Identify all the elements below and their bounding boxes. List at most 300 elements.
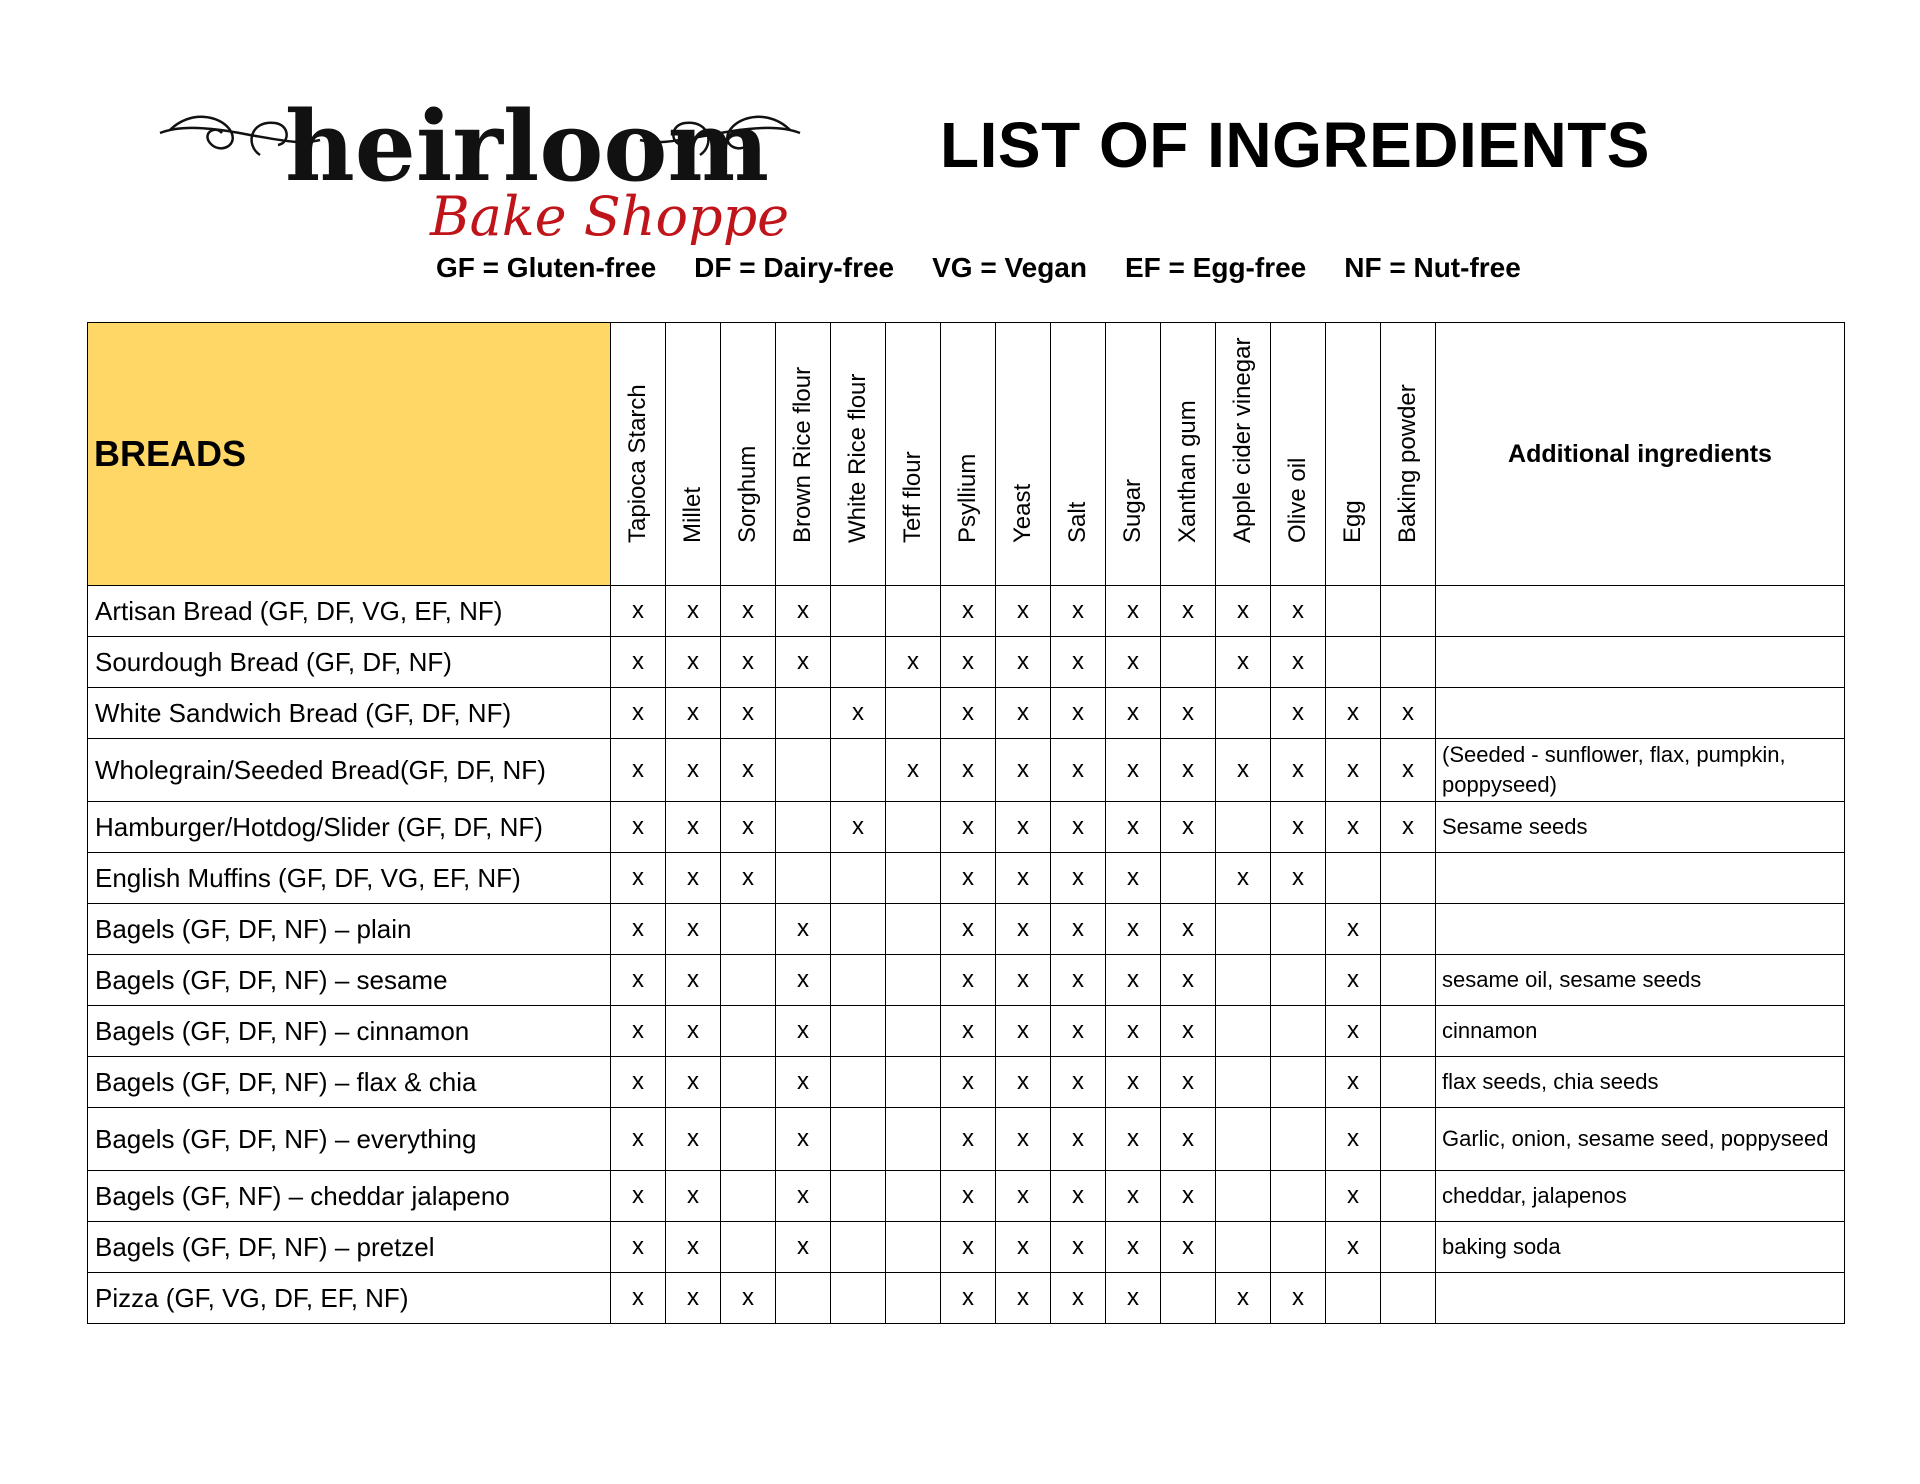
ingredient-cell: x xyxy=(1161,904,1216,955)
bakery-logo xyxy=(150,85,810,245)
ingredient-cell: x xyxy=(941,688,996,739)
ingredient-cell: x xyxy=(1106,637,1161,688)
ingredient-cell xyxy=(1161,1273,1216,1324)
ingredient-cell: x xyxy=(1106,1108,1161,1171)
ingredient-cell xyxy=(886,904,941,955)
ingredient-cell: x xyxy=(1216,739,1271,802)
ingredient-cell: x xyxy=(1051,739,1106,802)
ingredient-cell: x xyxy=(1051,802,1106,853)
ingredients-table-container xyxy=(87,322,1845,1324)
logo-brand-text: heirloom xyxy=(285,90,770,203)
ingredient-cell: x xyxy=(1326,1006,1381,1057)
product-name: Hamburger/Hotdog/Slider (GF, DF, NF) xyxy=(88,802,611,853)
ingredient-cell: x xyxy=(1216,637,1271,688)
ingredient-cell xyxy=(1271,1006,1326,1057)
product-name: Artisan Bread (GF, DF, VG, EF, NF) xyxy=(88,586,611,637)
ingredient-cell: x xyxy=(1051,586,1106,637)
ingredient-cell: x xyxy=(611,1171,666,1222)
ingredient-cell: x xyxy=(1051,1222,1106,1273)
additional-ingredients-cell: (Seeded - sunflower, flax, pumpkin, poppyseed) xyxy=(1436,739,1845,802)
ingredient-cell xyxy=(1271,1222,1326,1273)
ingredient-cell: x xyxy=(941,1057,996,1108)
ingredient-cell: x xyxy=(1216,586,1271,637)
legend-item: VG = Vegan xyxy=(932,252,1087,283)
ingredient-cell xyxy=(831,637,886,688)
ingredient-cell: x xyxy=(1051,1171,1106,1222)
ingredient-label: Teff flour xyxy=(899,451,926,543)
table-row xyxy=(88,586,1845,637)
ingredient-cell xyxy=(831,1057,886,1108)
ingredient-cell xyxy=(886,1108,941,1171)
ingredient-cell: x xyxy=(721,739,776,802)
table-row xyxy=(88,1171,1845,1222)
ingredient-cell xyxy=(831,1006,886,1057)
additional-ingredients-header: Additional ingredients xyxy=(1436,323,1845,586)
ingredient-cell xyxy=(831,904,886,955)
ingredient-cell: x xyxy=(1381,739,1436,802)
table-row xyxy=(88,1222,1845,1273)
ingredient-cell: x xyxy=(1271,1273,1326,1324)
table-header-row xyxy=(88,323,1845,586)
ingredient-cell: x xyxy=(1326,739,1381,802)
ingredient-cell: x xyxy=(1271,637,1326,688)
additional-ingredients-cell xyxy=(1436,1273,1845,1324)
table-body xyxy=(88,586,1845,1324)
ingredient-cell: x xyxy=(1271,739,1326,802)
ingredient-cell: x xyxy=(941,1171,996,1222)
table-row xyxy=(88,1006,1845,1057)
ingredient-cell: x xyxy=(1051,637,1106,688)
ingredient-cell: x xyxy=(886,637,941,688)
ingredient-cell: x xyxy=(776,1006,831,1057)
ingredient-cell: x xyxy=(1271,586,1326,637)
ingredient-cell: x xyxy=(1106,1273,1161,1324)
ingredient-cell: x xyxy=(1106,1222,1161,1273)
ingredient-cell: x xyxy=(666,802,721,853)
additional-ingredients-cell: Garlic, onion, sesame seed, poppyseed xyxy=(1436,1108,1845,1171)
ingredient-cell: x xyxy=(666,1108,721,1171)
ingredient-cell: x xyxy=(941,955,996,1006)
additional-ingredients-cell xyxy=(1436,586,1845,637)
product-name: Bagels (GF, DF, NF) – sesame xyxy=(88,955,611,1006)
ingredient-column-header xyxy=(1161,323,1216,586)
product-name: English Muffins (GF, DF, VG, EF, NF) xyxy=(88,853,611,904)
ingredient-cell: x xyxy=(776,1108,831,1171)
product-name: Sourdough Bread (GF, DF, NF) xyxy=(88,637,611,688)
ingredient-cell xyxy=(1381,1006,1436,1057)
ingredient-cell xyxy=(831,955,886,1006)
ingredient-cell xyxy=(1326,853,1381,904)
additional-ingredients-cell: cinnamon xyxy=(1436,1006,1845,1057)
ingredient-cell xyxy=(776,1273,831,1324)
ingredient-cell xyxy=(721,955,776,1006)
ingredient-cell: x xyxy=(611,802,666,853)
ingredient-cell: x xyxy=(1106,802,1161,853)
ingredient-cell: x xyxy=(1161,688,1216,739)
ingredient-cell: x xyxy=(1161,1057,1216,1108)
ingredient-column-header xyxy=(1051,323,1106,586)
ingredient-cell: x xyxy=(1161,1108,1216,1171)
ingredient-cell xyxy=(886,853,941,904)
ingredient-cell xyxy=(886,688,941,739)
ingredient-column-header xyxy=(941,323,996,586)
legend xyxy=(436,252,1521,284)
ingredient-cell: x xyxy=(941,1108,996,1171)
ingredient-cell: x xyxy=(1106,853,1161,904)
ingredient-label: Egg xyxy=(1339,500,1366,543)
ingredient-cell: x xyxy=(1326,688,1381,739)
table-row xyxy=(88,955,1845,1006)
ingredient-cell xyxy=(1381,1057,1436,1108)
ingredient-cell xyxy=(1381,955,1436,1006)
ingredient-cell: x xyxy=(611,904,666,955)
ingredient-cell: x xyxy=(611,955,666,1006)
ingredient-cell xyxy=(776,802,831,853)
ingredient-cell: x xyxy=(1051,688,1106,739)
ingredient-cell: x xyxy=(941,1006,996,1057)
ingredient-cell: x xyxy=(611,586,666,637)
ingredient-cell: x xyxy=(721,853,776,904)
product-name: Bagels (GF, DF, NF) – plain xyxy=(88,904,611,955)
ingredient-cell: x xyxy=(611,1222,666,1273)
ingredient-cell xyxy=(1271,1171,1326,1222)
ingredient-cell: x xyxy=(611,1273,666,1324)
ingredient-label: Xanthan gum xyxy=(1174,400,1201,543)
additional-ingredients-cell: cheddar, jalapenos xyxy=(1436,1171,1845,1222)
ingredient-cell: x xyxy=(1161,1171,1216,1222)
ingredient-cell xyxy=(886,802,941,853)
ingredient-cell: x xyxy=(611,739,666,802)
additional-ingredients-cell: Sesame seeds xyxy=(1436,802,1845,853)
legend-item: GF = Gluten-free xyxy=(436,252,657,283)
ingredient-cell: x xyxy=(1271,853,1326,904)
ingredient-cell: x xyxy=(1381,688,1436,739)
ingredient-cell: x xyxy=(1106,1171,1161,1222)
product-name: Bagels (GF, DF, NF) – cinnamon xyxy=(88,1006,611,1057)
ingredient-label: Olive oil xyxy=(1284,457,1311,543)
ingredient-cell: x xyxy=(776,586,831,637)
ingredient-cell: x xyxy=(1106,739,1161,802)
ingredient-cell xyxy=(886,1006,941,1057)
ingredient-cell xyxy=(886,1057,941,1108)
ingredient-cell xyxy=(1216,955,1271,1006)
additional-ingredients-cell: sesame oil, sesame seeds xyxy=(1436,955,1845,1006)
ingredient-cell: x xyxy=(941,1273,996,1324)
ingredient-label: Salt xyxy=(1064,501,1091,543)
ingredient-cell: x xyxy=(776,637,831,688)
ingredient-cell: x xyxy=(1381,802,1436,853)
ingredient-cell xyxy=(886,955,941,1006)
ingredient-cell: x xyxy=(1051,1108,1106,1171)
ingredient-column-header xyxy=(1106,323,1161,586)
ingredient-cell: x xyxy=(1106,904,1161,955)
ingredient-cell: x xyxy=(1216,853,1271,904)
ingredient-cell xyxy=(1216,1057,1271,1108)
ingredient-cell: x xyxy=(996,1057,1051,1108)
ingredient-cell: x xyxy=(1326,955,1381,1006)
ingredient-cell: x xyxy=(1161,739,1216,802)
ingredient-cell: x xyxy=(611,1057,666,1108)
ingredient-cell xyxy=(1381,586,1436,637)
ingredient-cell: x xyxy=(996,802,1051,853)
ingredient-cell: x xyxy=(1216,1273,1271,1324)
ingredient-cell: x xyxy=(886,739,941,802)
ingredient-cell xyxy=(831,586,886,637)
ingredient-cell xyxy=(1216,1171,1271,1222)
ingredient-cell xyxy=(721,1006,776,1057)
product-name: Bagels (GF, DF, NF) – everything xyxy=(88,1108,611,1171)
ingredient-cell: x xyxy=(941,637,996,688)
ingredient-cell: x xyxy=(1051,1273,1106,1324)
ingredient-cell: x xyxy=(666,1057,721,1108)
ingredient-cell xyxy=(776,688,831,739)
ingredient-cell: x xyxy=(1161,1222,1216,1273)
page-title: LIST OF INGREDIENTS xyxy=(940,109,1650,181)
ingredient-cell xyxy=(831,853,886,904)
ingredient-cell: x xyxy=(1106,1057,1161,1108)
ingredient-cell: x xyxy=(1326,802,1381,853)
ingredient-cell xyxy=(1381,1222,1436,1273)
ingredient-cell: x xyxy=(996,853,1051,904)
ingredient-cell xyxy=(1271,955,1326,1006)
ingredient-label: Sorghum xyxy=(734,445,761,543)
ingredient-cell xyxy=(831,1222,886,1273)
ingredient-cell: x xyxy=(996,688,1051,739)
ingredient-column-header xyxy=(1326,323,1381,586)
ingredient-cell xyxy=(721,904,776,955)
table-row xyxy=(88,739,1845,802)
ingredient-cell xyxy=(831,1273,886,1324)
ingredient-label: Baking powder xyxy=(1394,384,1421,543)
ingredient-cell: x xyxy=(1326,1057,1381,1108)
ingredient-cell: x xyxy=(666,853,721,904)
product-name: Bagels (GF, NF) – cheddar jalapeno xyxy=(88,1171,611,1222)
ingredient-cell xyxy=(1216,1108,1271,1171)
ingredient-column-header xyxy=(886,323,941,586)
table-row xyxy=(88,1057,1845,1108)
ingredient-label: Millet xyxy=(679,486,706,543)
ingredient-cell: x xyxy=(996,1108,1051,1171)
ingredient-cell xyxy=(1381,1108,1436,1171)
table-row xyxy=(88,1273,1845,1324)
ingredient-cell xyxy=(831,739,886,802)
ingredient-cell xyxy=(1271,1057,1326,1108)
ingredient-cell: x xyxy=(1051,853,1106,904)
ingredient-cell: x xyxy=(996,1171,1051,1222)
ingredient-cell: x xyxy=(666,955,721,1006)
ingredient-cell: x xyxy=(1161,802,1216,853)
ingredient-cell xyxy=(1161,637,1216,688)
product-name: Bagels (GF, DF, NF) – flax & chia xyxy=(88,1057,611,1108)
table-row xyxy=(88,1108,1845,1171)
ingredient-column-header xyxy=(831,323,886,586)
ingredient-cell: x xyxy=(1326,1222,1381,1273)
ingredient-cell: x xyxy=(831,688,886,739)
ingredient-cell xyxy=(776,739,831,802)
ingredient-cell xyxy=(1216,1222,1271,1273)
ingredient-cell xyxy=(1381,1273,1436,1324)
ingredient-cell: x xyxy=(666,1273,721,1324)
ingredient-cell: x xyxy=(1106,586,1161,637)
ingredient-cell xyxy=(1326,637,1381,688)
product-name: Wholegrain/Seeded Bread(GF, DF, NF) xyxy=(88,739,611,802)
ingredient-cell: x xyxy=(721,688,776,739)
ingredient-cell: x xyxy=(666,739,721,802)
ingredient-cell: x xyxy=(1271,688,1326,739)
ingredient-column-header xyxy=(776,323,831,586)
ingredient-cell: x xyxy=(996,1006,1051,1057)
product-name: Bagels (GF, DF, NF) – pretzel xyxy=(88,1222,611,1273)
ingredient-cell: x xyxy=(941,904,996,955)
ingredient-cell: x xyxy=(666,904,721,955)
ingredient-cell xyxy=(721,1171,776,1222)
ingredient-column-header xyxy=(666,323,721,586)
category-header: BREADS xyxy=(88,323,611,586)
ingredient-cell: x xyxy=(721,586,776,637)
ingredient-label: Yeast xyxy=(1009,483,1036,543)
table-row xyxy=(88,904,1845,955)
ingredient-column-header xyxy=(611,323,666,586)
ingredient-cell xyxy=(1381,637,1436,688)
ingredient-cell: x xyxy=(1106,1006,1161,1057)
ingredient-label: Sugar xyxy=(1119,478,1146,543)
ingredient-cell: x xyxy=(721,802,776,853)
ingredient-cell: x xyxy=(1051,955,1106,1006)
ingredient-cell: x xyxy=(776,955,831,1006)
ingredient-cell xyxy=(886,1171,941,1222)
ingredient-column-header xyxy=(1381,323,1436,586)
ingredient-cell xyxy=(721,1057,776,1108)
ingredient-cell xyxy=(776,853,831,904)
ingredient-cell: x xyxy=(721,637,776,688)
table-row xyxy=(88,688,1845,739)
product-name: Pizza (GF, VG, DF, EF, NF) xyxy=(88,1273,611,1324)
ingredient-cell: x xyxy=(1161,586,1216,637)
ingredient-cell: x xyxy=(996,739,1051,802)
ingredient-cell: x xyxy=(776,1222,831,1273)
ingredient-cell: x xyxy=(996,1273,1051,1324)
ingredient-label: Psyllium xyxy=(954,453,981,543)
ingredient-cell: x xyxy=(941,586,996,637)
ingredient-cell xyxy=(1216,802,1271,853)
ingredient-cell: x xyxy=(1051,904,1106,955)
ingredient-cell xyxy=(886,1222,941,1273)
ingredient-cell: x xyxy=(611,853,666,904)
ingredient-cell xyxy=(831,1171,886,1222)
ingredient-label: Tapioca Starch xyxy=(624,384,651,543)
ingredient-cell: x xyxy=(1161,1006,1216,1057)
ingredient-cell: x xyxy=(996,955,1051,1006)
ingredient-cell: x xyxy=(1051,1057,1106,1108)
legend-item: EF = Egg-free xyxy=(1124,252,1307,283)
ingredient-cell: x xyxy=(611,1006,666,1057)
ingredient-cell xyxy=(1271,1108,1326,1171)
ingredient-cell: x xyxy=(666,1222,721,1273)
additional-ingredients-cell: baking soda xyxy=(1436,1222,1845,1273)
ingredient-cell: x xyxy=(776,1057,831,1108)
ingredient-cell: x xyxy=(776,1171,831,1222)
ingredient-cell: x xyxy=(666,586,721,637)
ingredient-cell: x xyxy=(941,1222,996,1273)
ingredient-cell xyxy=(1381,904,1436,955)
additional-ingredients-cell: flax seeds, chia seeds xyxy=(1436,1057,1845,1108)
product-name: White Sandwich Bread (GF, DF, NF) xyxy=(88,688,611,739)
ingredient-column-header xyxy=(721,323,776,586)
ingredient-cell: x xyxy=(996,586,1051,637)
ingredient-cell xyxy=(1216,688,1271,739)
ingredient-cell xyxy=(886,1273,941,1324)
ingredient-cell: x xyxy=(666,1171,721,1222)
ingredient-cell xyxy=(1326,1273,1381,1324)
ingredient-cell: x xyxy=(666,637,721,688)
ingredients-table xyxy=(87,322,1845,1324)
ingredient-cell xyxy=(721,1108,776,1171)
ingredient-cell: x xyxy=(666,688,721,739)
ingredient-label: Brown Rice flour xyxy=(789,366,816,543)
ingredient-cell xyxy=(1381,1171,1436,1222)
ingredient-column-header xyxy=(1216,323,1271,586)
ingredient-cell xyxy=(721,1222,776,1273)
logo-subtitle-text: Bake Shoppe xyxy=(430,185,790,245)
ingredient-label: White Rice flour xyxy=(844,373,871,543)
ingredient-column-header xyxy=(996,323,1051,586)
ingredient-cell xyxy=(1161,853,1216,904)
ingredient-cell: x xyxy=(1271,802,1326,853)
additional-ingredients-cell xyxy=(1436,904,1845,955)
table-row xyxy=(88,853,1845,904)
ingredient-cell xyxy=(1271,904,1326,955)
ingredient-column-header xyxy=(1271,323,1326,586)
ingredient-cell: x xyxy=(666,1006,721,1057)
ingredient-cell: x xyxy=(1106,955,1161,1006)
ingredient-cell: x xyxy=(776,904,831,955)
legend-item: DF = Dairy-free xyxy=(694,252,895,283)
ingredient-cell xyxy=(1216,904,1271,955)
ingredient-cell: x xyxy=(1326,1171,1381,1222)
table-row xyxy=(88,637,1845,688)
logo-graphic xyxy=(150,85,810,245)
ingredient-cell: x xyxy=(831,802,886,853)
table-row xyxy=(88,802,1845,853)
ingredient-cell: x xyxy=(611,688,666,739)
ingredient-cell: x xyxy=(1051,1006,1106,1057)
ingredient-cell: x xyxy=(996,904,1051,955)
ingredient-cell xyxy=(1216,1006,1271,1057)
ingredient-cell: x xyxy=(1326,904,1381,955)
ingredient-cell: x xyxy=(941,802,996,853)
ingredient-cell: x xyxy=(941,739,996,802)
ingredient-cell: x xyxy=(611,1108,666,1171)
ingredient-cell: x xyxy=(611,637,666,688)
additional-ingredients-cell xyxy=(1436,637,1845,688)
ingredient-cell: x xyxy=(721,1273,776,1324)
ingredient-cell: x xyxy=(1161,955,1216,1006)
ingredient-cell: x xyxy=(941,853,996,904)
left-flourish xyxy=(170,117,233,149)
ingredient-cell xyxy=(1326,586,1381,637)
ingredient-cell xyxy=(1381,853,1436,904)
ingredient-cell: x xyxy=(996,637,1051,688)
ingredient-cell xyxy=(831,1108,886,1171)
ingredient-cell xyxy=(886,586,941,637)
ingredient-label: Apple cider vinegar xyxy=(1229,337,1256,543)
additional-ingredients-cell xyxy=(1436,853,1845,904)
ingredient-cell: x xyxy=(996,1222,1051,1273)
ingredient-cell: x xyxy=(1326,1108,1381,1171)
ingredient-cell: x xyxy=(1106,688,1161,739)
additional-ingredients-cell xyxy=(1436,688,1845,739)
legend-item: NF = Nut-free xyxy=(1344,252,1521,283)
